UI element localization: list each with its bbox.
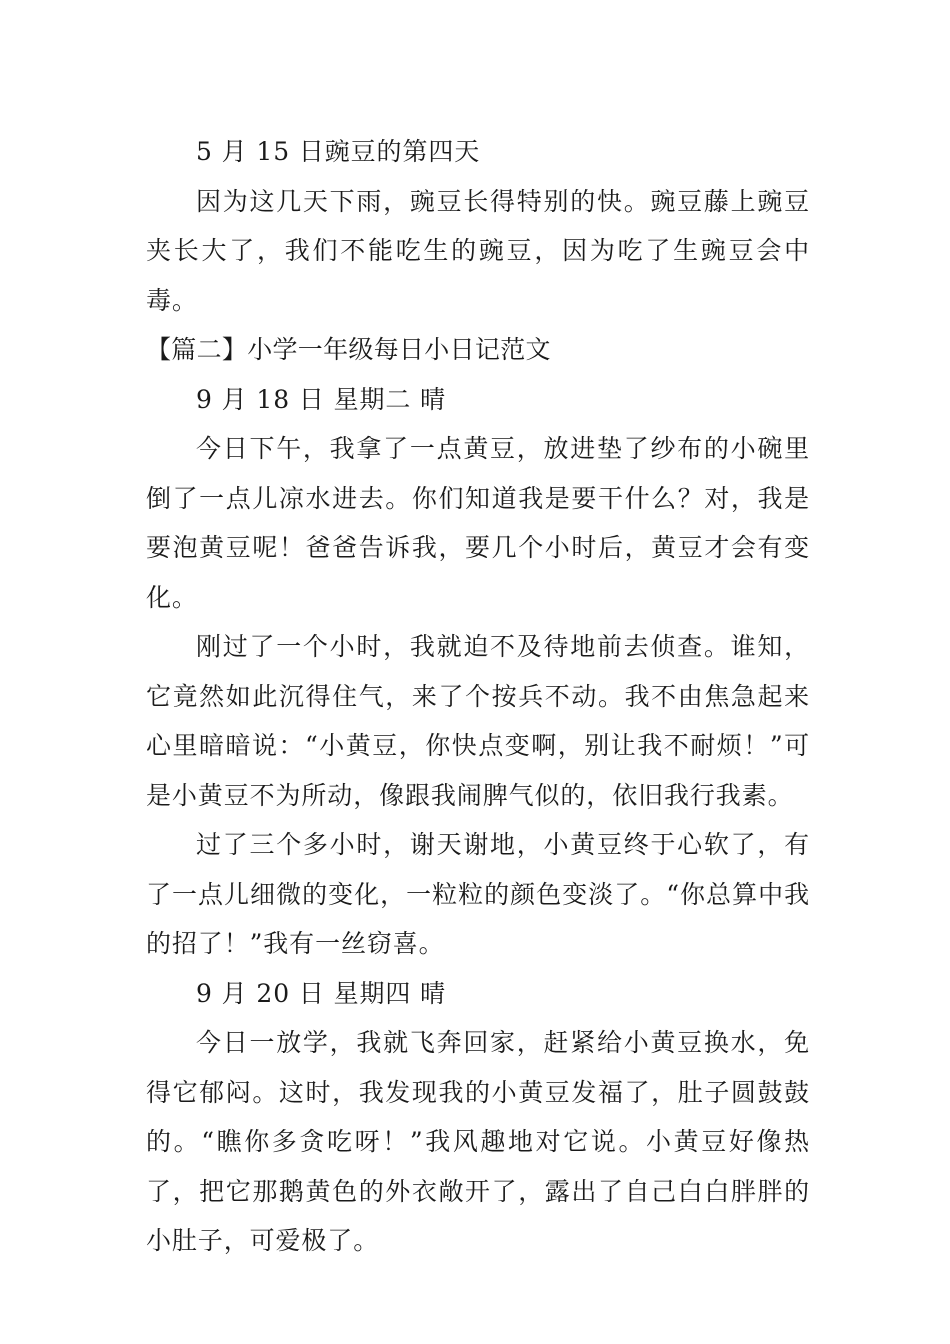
entry-paragraph: 因为这几天下雨，豌豆长得特别的快。豌豆藤上豌豆夹长大了，我们不能吃生的豌豆，因为吃了生豌豆会中毒。	[146, 186, 810, 315]
entry-paragraph: 刚过了一个小时，我就迫不及待地前去侦查。谁知，它竟然如此沉得住气，来了个按兵不动。我不由焦急起来心里暗暗说：“小黄豆，你快点变啊，别让我不耐烦！”可是小黄豆不为所动，像跟我闹脾气似的，依旧我行我素。	[146, 632, 810, 810]
entry-date-title: 9 月 18 日 星期二 晴	[196, 384, 447, 414]
entry-paragraph: 今日下午，我拿了一点黄豆，放进垫了纱布的小碗里倒了一点儿凉水进去。你们知道我是要干什么？对，我是要泡黄豆呢！爸爸告诉我，要几个小时后，黄豆才会有变化。	[146, 434, 810, 612]
document-body	[146, 127, 810, 1266]
entry-date-title: 5 月 15 日豌豆的第四天	[196, 137, 481, 166]
section-heading: 【篇二】小学一年级每日小日记范文	[146, 335, 551, 364]
entry-date-title: 9 月 20 日 星期四 晴	[196, 978, 447, 1008]
entry-paragraph: 过了三个多小时，谢天谢地，小黄豆终于心软了，有了一点儿细微的变化，一粒粒的颜色变淡了。“你总算中我的招了！”我有一丝窃喜。	[146, 830, 810, 958]
entry-paragraph: 今日一放学，我就飞奔回家，赶紧给小黄豆换水，免得它郁闷。这时，我发现我的小黄豆发福了，肚子圆鼓鼓的。“瞧你多贪吃呀！”我风趣地对它说。小黄豆好像热了，把它那鹅黄色的外衣敞开了，露出了自己白白胖胖的小肚子，可爱极了。	[146, 1028, 810, 1255]
